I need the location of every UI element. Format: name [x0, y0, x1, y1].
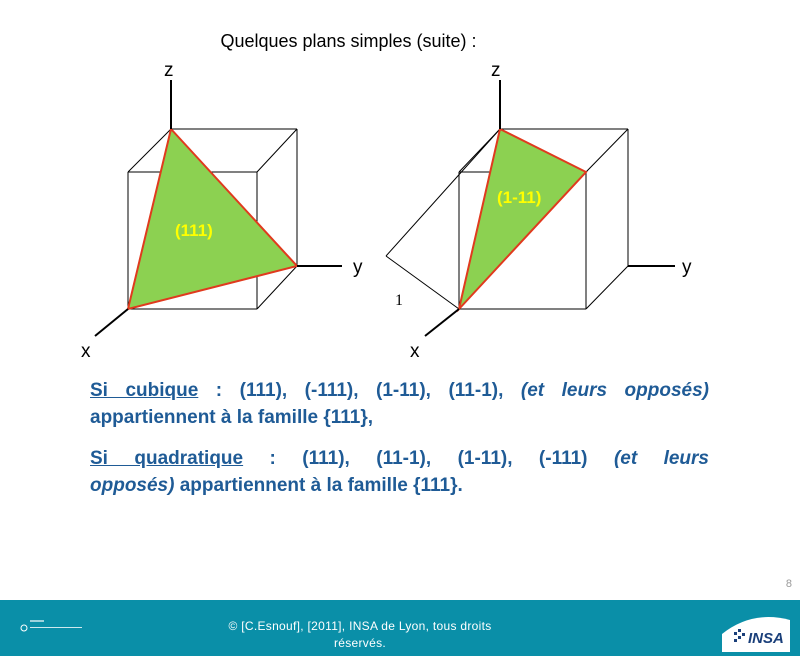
- insa-logo: [722, 612, 790, 652]
- y-axis-label: y: [353, 257, 363, 278]
- term-cubic: Si cubique: [90, 380, 199, 401]
- plane-label-111: (111): [175, 221, 213, 240]
- paragraph-cubic: [90, 377, 709, 431]
- quadratic-rest: appartiennent à la famille {111}.: [174, 475, 463, 496]
- y-axis-label: y: [682, 257, 692, 278]
- right-cube: [386, 60, 692, 362]
- left-cube: [81, 60, 363, 362]
- plane-label-1-11: (1-11): [497, 188, 542, 207]
- cubic-opposites: (et leurs opposés): [520, 380, 709, 401]
- cubic-list: : (111), (-111), (1-11), (11-1),: [198, 380, 521, 401]
- paragraph-quadratic: [90, 445, 709, 499]
- term-quadratic: Si quadratique: [90, 448, 244, 469]
- z-axis-label: z: [164, 60, 174, 81]
- quadratic-opposites: (et leurs opposés): [90, 448, 709, 496]
- copyright-notice: [205, 618, 515, 652]
- x-axis-label: x: [410, 341, 420, 362]
- copyright-line-1: © [C.Esnouf], [2011], INSA de Lyon, tous droits: [228, 619, 492, 633]
- footer-bar: [0, 600, 800, 656]
- svg-text:INSA: INSA: [748, 630, 784, 647]
- slide-title: Quelques plans simples (suite) :: [220, 31, 477, 51]
- universite-de-lyon-logo: [18, 615, 84, 641]
- plane-1-11: [459, 129, 586, 309]
- page-number: 8: [785, 578, 792, 590]
- x-axis-label: x: [81, 341, 91, 362]
- z-axis-label: z: [491, 60, 501, 81]
- quadratic-list: : (111), (11-1), (1-11), (-111): [243, 448, 614, 469]
- cubic-rest: appartiennent à la famille {111},: [90, 407, 374, 428]
- copyright-line-2: réservés.: [333, 636, 387, 650]
- intercept-label-one: 1: [395, 292, 403, 309]
